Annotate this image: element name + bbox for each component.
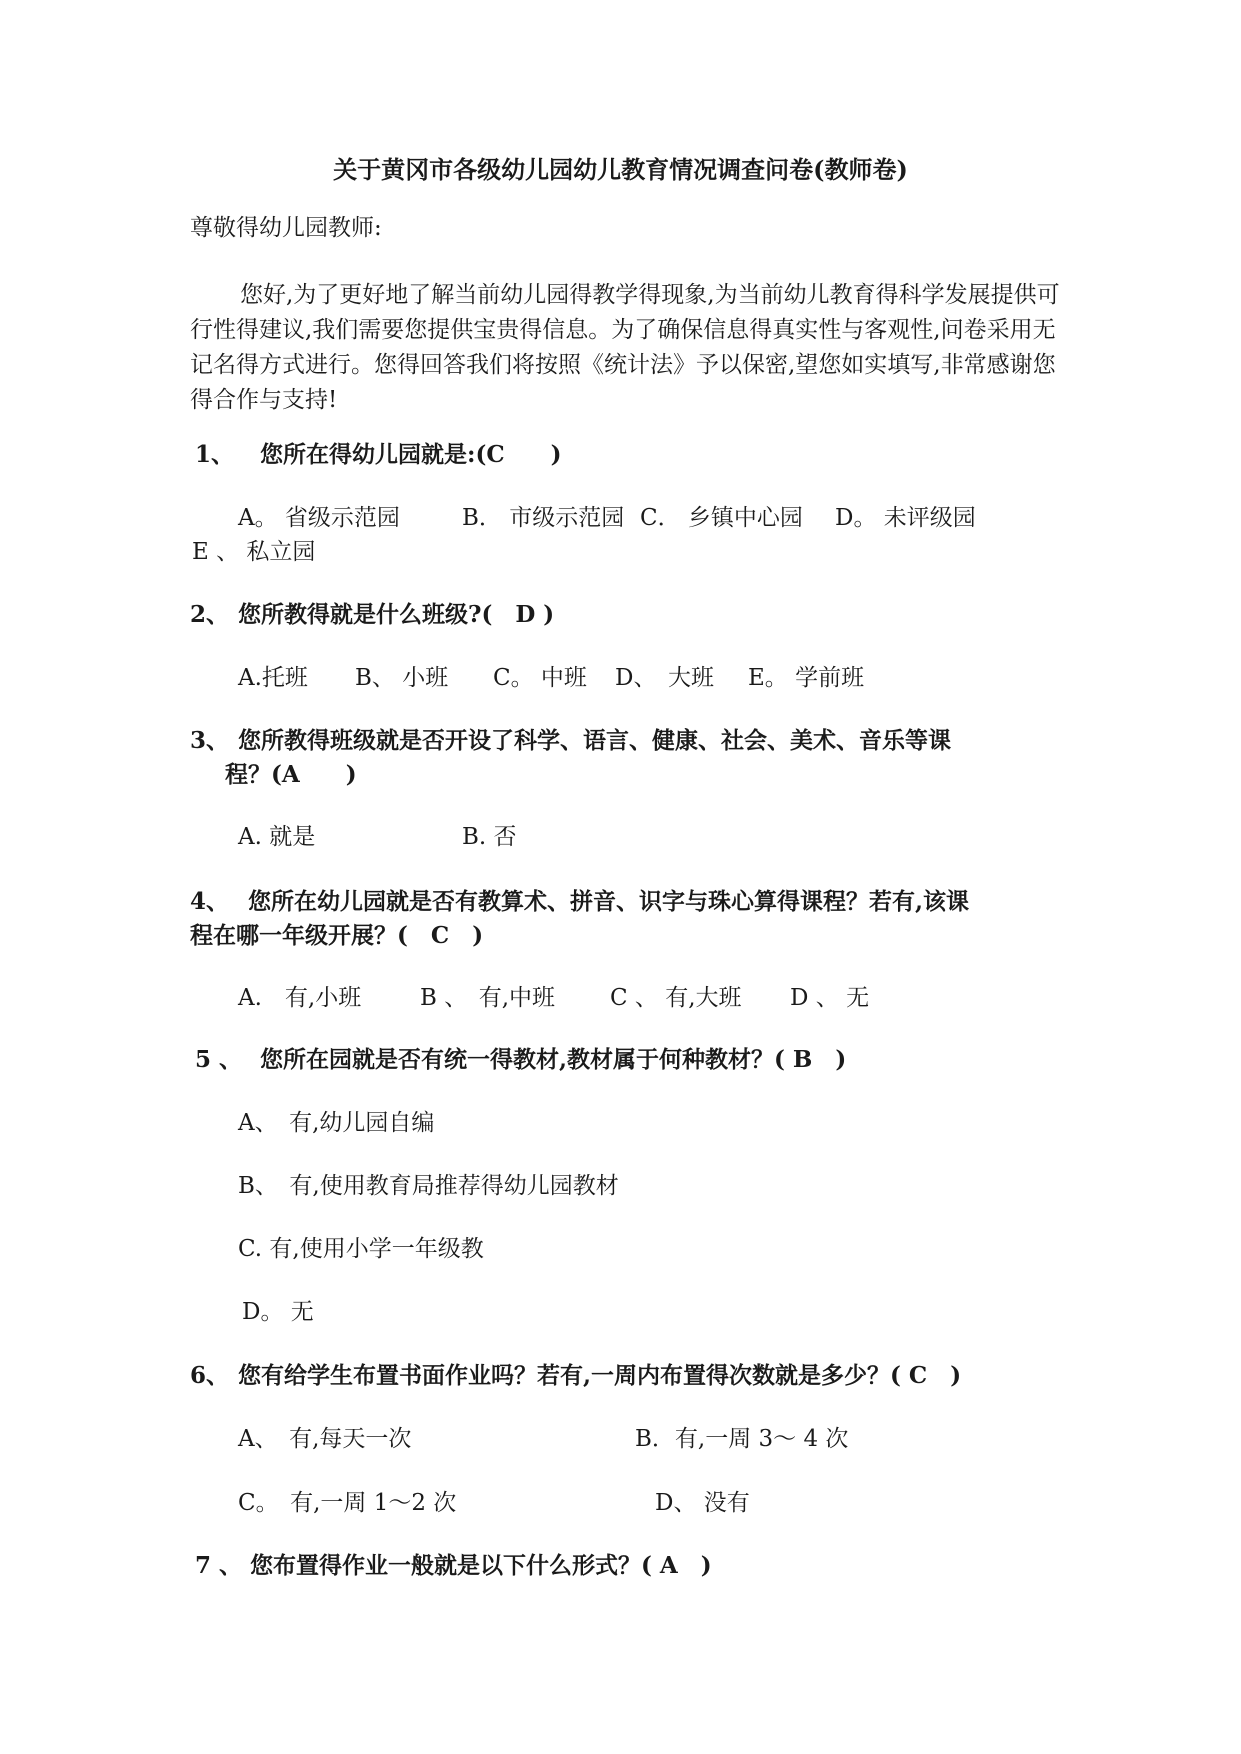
question-3-number: 3、 [190, 727, 230, 754]
question-1-text: 您所在得幼儿园就是:(C ) [260, 441, 562, 468]
question-4-option-d: D 、 无 [790, 985, 870, 1011]
question-4-option-a: A. 有,小班 [238, 985, 362, 1011]
question-2-option-c: C。 中班 [493, 665, 587, 691]
question-3-option-b: B. 否 [462, 824, 517, 850]
question-2-text: 您所教得就是什么班级?( D ) [238, 601, 555, 628]
question-5-text: 您所在园就是否有统一得教材,教材属于何种教材？( B ) [260, 1046, 847, 1073]
question-6-option-b: B．有,一周 3～ 4 次 [635, 1426, 849, 1452]
question-5-option-c: C. 有,使用小学一年级教 [238, 1236, 484, 1262]
question-2-number: 2、 [190, 601, 230, 628]
question-2-option-a: A.托班 [238, 665, 308, 691]
question-3-option-a: A. 就是 [238, 824, 316, 850]
question-7-text: 您布置得作业一般就是以下什么形式？( A ) [250, 1552, 712, 1579]
question-1-option-e: E 、 私立园 [192, 539, 316, 565]
question-4-option-b: B 、 有,中班 [420, 985, 556, 1011]
question-3-text: 您所教得班级就是否开设了科学、语言、健康、社会、美术、音乐等课 [238, 727, 951, 754]
question-3-text-line2: 程？(A ) [225, 761, 357, 788]
question-1-option-b: B． 市级示范园 [462, 505, 625, 531]
question-6-number: 6、 [190, 1362, 230, 1389]
document-title: 关于黄冈市各级幼儿园幼儿教育情况调查问卷(教师卷) [333, 155, 908, 184]
question-4-option-c: C 、 有,大班 [610, 985, 742, 1011]
question-1-number: 1、 [195, 441, 235, 468]
question-5-number: 5 、 [195, 1046, 243, 1073]
greeting: 尊敬得幼儿园教师: [190, 215, 382, 241]
question-1-option-c: C． 乡镇中心园 [640, 505, 803, 531]
question-5-option-d: D。 无 [242, 1299, 314, 1325]
question-1-option-a: A。 省级示范园 [238, 505, 400, 531]
question-5-option-a: A、 有,幼儿园自编 [238, 1110, 435, 1136]
intro-paragraph: 您好,为了更好地了解当前幼儿园得教学得现象,为当前幼儿教育得科学发展提供可行性得建议,我们需要您提供宝贵得信息。为了确保信息得真实性与客观性,问卷采用无记名得方式进行。您得回答我们将按照《统计法》予以保密,望您如实填写,非常感谢您得合作与支持! [190, 282, 1060, 413]
question-6-text: 您有给学生布置书面作业吗？若有,一周内布置得次数就是多少？( C ) [238, 1362, 962, 1389]
question-4-text-line2: 程在哪一年级开展？( C ) [190, 922, 484, 949]
question-2-option-d: D、 大班 [615, 665, 714, 691]
question-4-number: 4、 [190, 888, 230, 915]
question-1-option-d: D。 未评级园 [835, 505, 976, 531]
question-2-option-e: E。 学前班 [748, 665, 865, 691]
question-6-option-d: D、 没有 [655, 1490, 750, 1516]
question-7-number: 7 、 [195, 1552, 243, 1579]
question-6-option-a: A、 有,每天一次 [238, 1426, 412, 1452]
question-4-text: 您所在幼儿园就是否有教算术、拼音、识字与珠心算得课程？若有,该课 [248, 888, 970, 915]
question-5-option-b: B、 有,使用教育局推荐得幼儿园教材 [238, 1173, 619, 1199]
question-2-option-b: B、 小班 [355, 665, 449, 691]
question-6-option-c: C。 有,一周 1～2 次 [238, 1490, 457, 1516]
